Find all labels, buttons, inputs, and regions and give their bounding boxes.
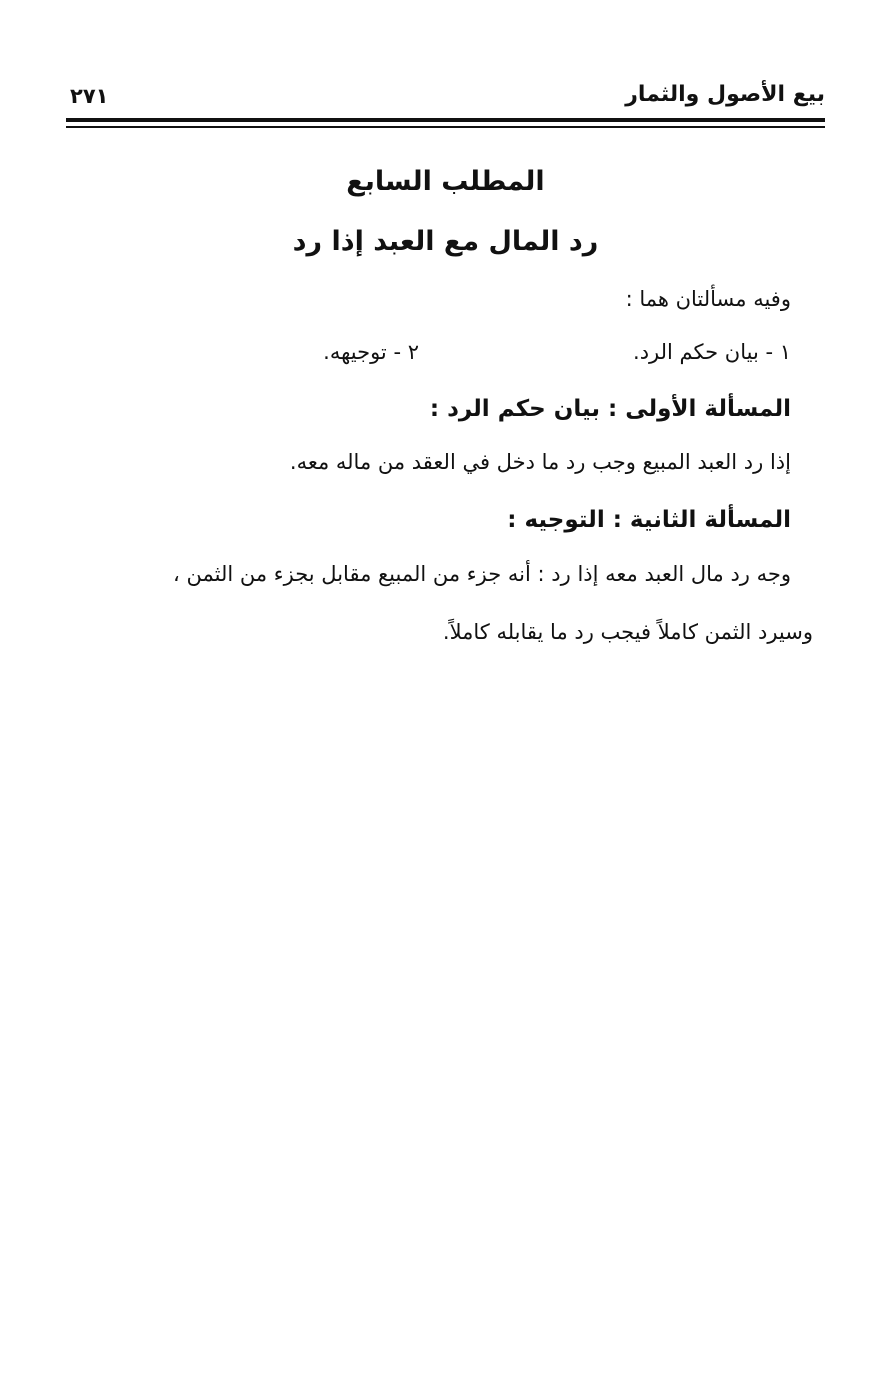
list-item-1: ١ - بيان حكم الرد. — [633, 340, 791, 364]
question-2-text-line-2: وسيرد الثمن كاملاً فيجب رد ما يقابله كاملاً. — [442, 620, 813, 644]
header-rule-thin — [66, 126, 825, 128]
header-rule-thick — [66, 118, 825, 122]
running-title: بيع الأصول والثمار — [625, 82, 825, 107]
question-1-text: إذا رد العبد المبيع وجب رد ما دخل في العقد من ماله معه. — [289, 450, 791, 474]
intro-text: وفيه مسألتان هما : — [625, 287, 791, 311]
question-1-heading: المسألة الأولى : بيان حكم الرد : — [429, 396, 791, 422]
section-heading: المطلب السابع — [346, 166, 545, 197]
section-title: رد المال مع العبد إذا رد — [292, 226, 599, 257]
page-number: ٢٧١ — [70, 84, 109, 108]
list-item-2: ٢ - توجيهه. — [323, 340, 419, 364]
question-2-heading: المسألة الثانية : التوجيه : — [507, 507, 791, 533]
question-2-text-line-1: وجه رد مال العبد معه إذا رد : أنه جزء من المبيع مقابل بجزء من الثمن ، — [173, 562, 791, 586]
